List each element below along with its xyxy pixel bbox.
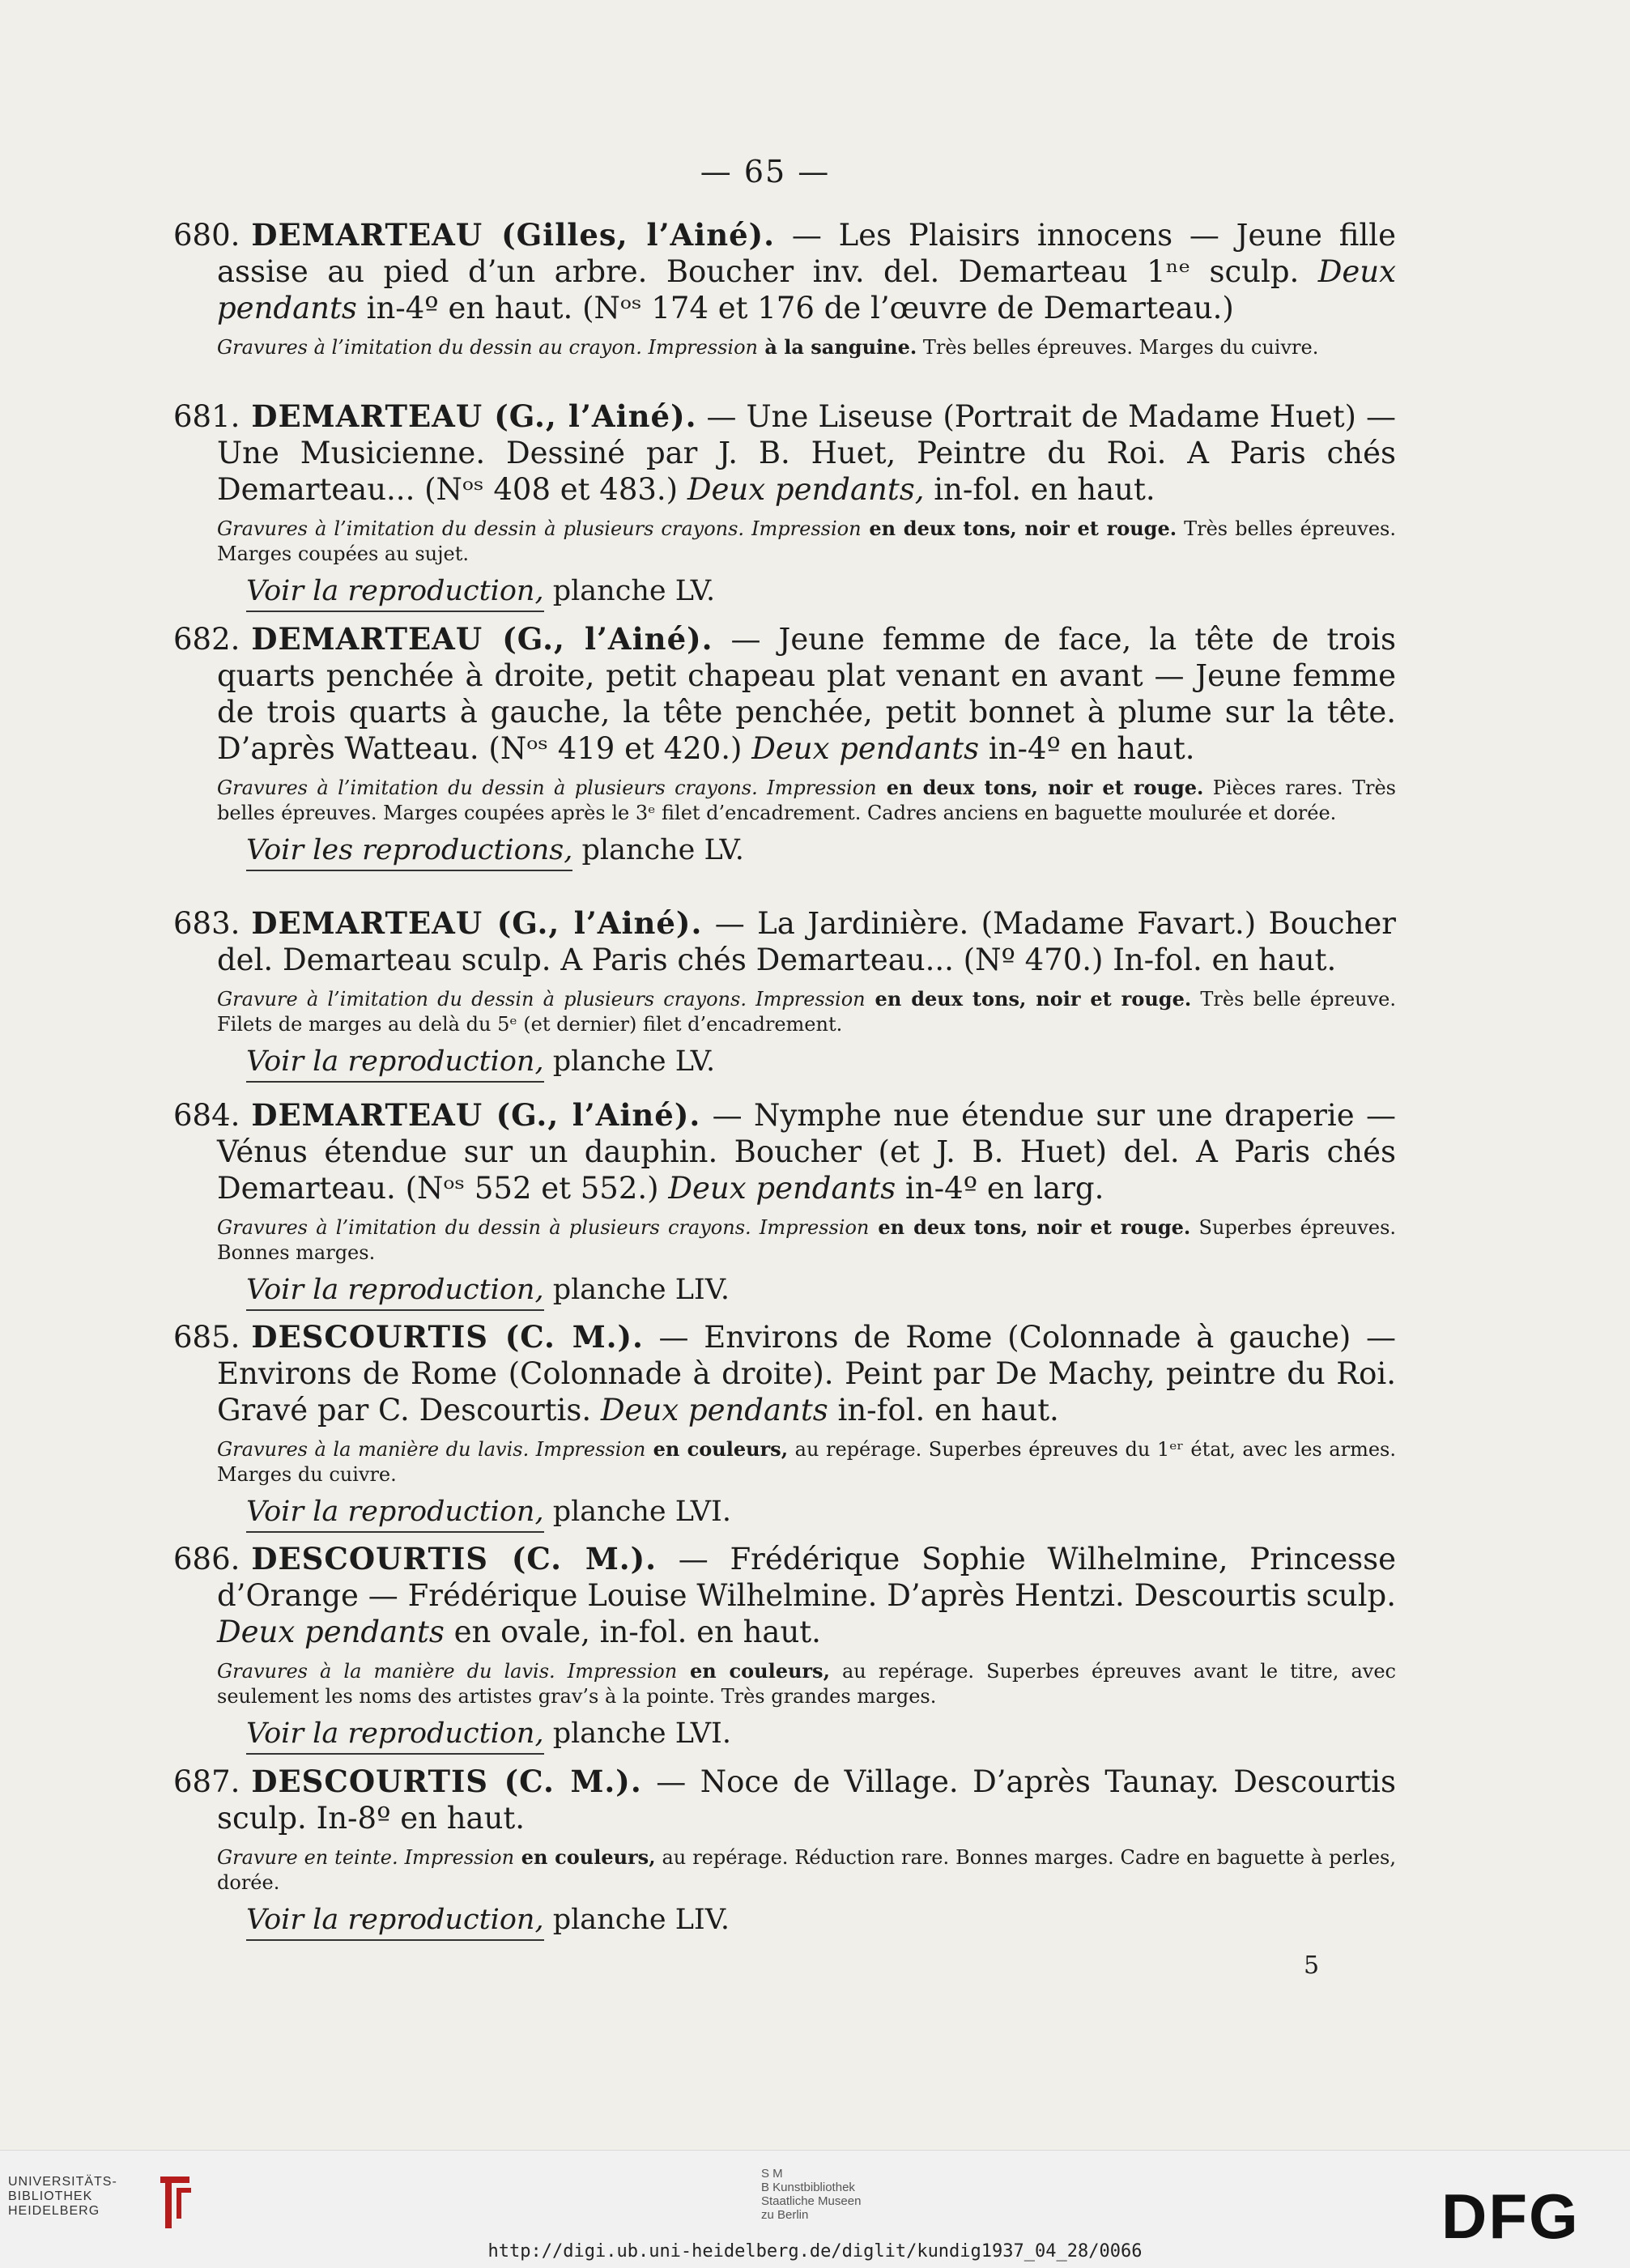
plate-ref: planche LV. — [572, 834, 744, 866]
artist-name: DEMARTEAU (G., l’Ainé). — [251, 905, 703, 941]
catalog-entry — [173, 905, 1396, 1079]
note-rest: au repérage. Réduction rare. Bonnes marges. Cadre en baguette à perles, dorée. — [217, 1846, 1396, 1894]
note-bold: en couleurs, — [645, 1437, 789, 1461]
catalog-entry — [173, 217, 1396, 360]
entry-italic: Deux pendants — [668, 1171, 896, 1206]
entry-heading — [173, 1764, 1396, 1836]
reproduction-ref — [173, 573, 1396, 609]
reproduction-ref — [173, 1272, 1396, 1308]
entry-italic: Deux pendants — [600, 1393, 828, 1428]
folio-number: 5 — [1304, 1951, 1320, 1980]
entry-note — [173, 1658, 1396, 1709]
catalog-entry — [173, 1541, 1396, 1751]
entry-text-2: in-4º en haut. (Nᵒˢ 174 et 176 de l’œuvre de Demarteau.) — [356, 291, 1234, 326]
note-bold: en deux tons, noir et rouge. — [861, 517, 1177, 540]
entry-heading — [173, 905, 1396, 978]
artist-name: DEMARTEAU (G., l’Ainé). — [251, 1097, 701, 1133]
entry-note — [173, 775, 1396, 826]
catalog-entry — [173, 1097, 1396, 1308]
entry-text-2: in-fol. en haut. — [828, 1393, 1059, 1428]
entry-note — [173, 334, 1396, 360]
reproduction-link[interactable]: Voir la reproduction, — [246, 575, 544, 612]
note-rest: Très belles épreuves. Marges du cuivre. — [917, 336, 1319, 359]
reproduction-link[interactable]: Voir la reproduction, — [246, 1496, 544, 1533]
viewer-footer — [0, 2150, 1630, 2268]
artist-name: DEMARTEAU (Gilles, l’Ainé). — [251, 217, 776, 253]
artist-name: DESCOURTIS (C. M.). — [251, 1764, 642, 1799]
note-bold: en deux tons, noir et rouge. — [876, 776, 1204, 799]
catalog-entry — [173, 1319, 1396, 1530]
page-number: — 65 — — [700, 154, 831, 189]
entry-text: — Noce de Village. D’après Taunay. Descourtis sculp. In-8º en haut. — [217, 1764, 1396, 1836]
logo-line: HEIDELBERG — [8, 2204, 100, 2218]
artist-name: DEMARTEAU (G., l’Ainé). — [251, 398, 697, 434]
entry-note — [173, 1436, 1396, 1487]
catalog-entry — [173, 1764, 1396, 1938]
entry-text-2: in-4º en larg. — [896, 1171, 1104, 1206]
entry-italic: Deux pendants — [217, 254, 1396, 326]
plate-ref: planche LIV. — [543, 1274, 730, 1306]
dfg-logo[interactable]: DFG — [1441, 2181, 1580, 2252]
entry-text: — Jeune femme de face, la tête de trois quarts penchée à droite, petit chapeau plat venant en avant — Jeune femme de trois quarts à gauche, la tête penchée, petit bonnet à plume sur la tête. D’après Watteau. (Nᵒˢ 419 et 420.) — [217, 622, 1396, 766]
entry-heading — [173, 621, 1396, 767]
note-italic: Gravures à l’imitation du dessin à plusieurs crayons. Impression — [217, 777, 877, 799]
note-italic: Gravures à la manière du lavis. Impression — [217, 1438, 646, 1461]
note-rest: Pièces rares. Très belles épreuves. Marges coupées après le 3ᵉ filet d’encadrement. Cadres anciens en baguette moulurée et dorée. — [217, 777, 1397, 824]
credit-line: B Kunstbibliothek — [761, 2181, 855, 2194]
catalog-entry — [173, 621, 1396, 868]
reproduction-link[interactable]: Voir la reproduction, — [246, 1045, 544, 1083]
plate-ref: planche LVI. — [543, 1717, 732, 1750]
entry-heading — [173, 1541, 1396, 1650]
note-italic: Gravure à l’imitation du dessin à plusieurs crayons. Impression — [217, 988, 866, 1011]
note-italic: Gravure en teinte. Impression — [217, 1846, 515, 1869]
note-rest: Très belles épreuves. Marges coupées au sujet. — [217, 517, 1397, 565]
note-bold: en couleurs, — [677, 1659, 830, 1683]
note-italic: Gravures à l’imitation du dessin à plusieurs crayons. Impression — [217, 1216, 870, 1239]
entry-text: — La Jardinière. (Madame Favart.) Boucher del. Demarteau sculp. A Paris chés Demarteau... (Nº 470.) In-fol. en haut. — [217, 906, 1396, 977]
plate-ref: planche LV. — [543, 575, 716, 607]
note-bold: en deux tons, noir et rouge. — [865, 987, 1192, 1011]
entry-number: 682. — [173, 622, 240, 657]
library-emblem-icon — [152, 2170, 198, 2235]
entry-italic: Deux pendants — [751, 731, 980, 766]
entry-text-2: en ovale, in-fol. en haut. — [444, 1615, 821, 1649]
plate-ref: planche LV. — [543, 1045, 716, 1078]
page-url[interactable]: http://digi.ub.uni-heidelberg.de/diglit/kundig1937_04_28/0066 — [487, 2241, 1143, 2262]
entry-number: 683. — [173, 906, 240, 941]
plate-ref: planche LIV. — [543, 1904, 730, 1936]
note-rest: Superbes épreuves. Bonnes marges. — [217, 1216, 1397, 1264]
plate-ref: planche LVI. — [543, 1496, 732, 1528]
entry-text: — Nymphe nue étendue sur une draperie — Vénus étendue sur un dauphin. Boucher (et J. B. Huet) del. A Paris chés Demarteau. (Nᵒˢ 552 et 552.) — [217, 1098, 1396, 1206]
entry-text: — Les Plaisirs innocens — Jeune fille assise au pied d’un arbre. Boucher inv. del. Demarteau 1ⁿᵉ sculp. — [217, 218, 1396, 289]
catalog-entry — [173, 398, 1396, 609]
reproduction-link[interactable]: Voir la reproduction, — [246, 1904, 544, 1941]
logo-line: UNIVERSITÄTS- — [8, 2175, 117, 2189]
credit-line: S M — [761, 2167, 783, 2181]
entry-text: — Environs de Rome (Colonnade à gauche) — Environs de Rome (Colonnade à droite). Peint par De Machy, peintre du Roi. Gravé par C. Descourtis. — [217, 1320, 1396, 1428]
entry-italic: Deux pendants, — [687, 472, 925, 507]
entry-text-2: in-4º en haut. — [979, 731, 1195, 766]
reproduction-ref — [173, 1902, 1396, 1938]
entry-heading — [173, 217, 1396, 326]
reproduction-ref — [173, 1044, 1396, 1079]
entry-note — [173, 1215, 1396, 1266]
reproduction-link[interactable]: Voir la reproduction, — [246, 1274, 544, 1311]
credit-line: Staatliche Museen — [761, 2194, 862, 2208]
entry-italic: Deux pendants — [217, 1615, 445, 1649]
note-bold: à la sanguine. — [758, 335, 917, 359]
kunstbibliothek-credit — [761, 2167, 861, 2222]
artist-name: DESCOURTIS (C. M.). — [251, 1541, 658, 1577]
artist-name: DEMARTEAU (G., l’Ainé). — [251, 621, 713, 657]
artist-name: DESCOURTIS (C. M.). — [251, 1319, 644, 1355]
entry-number: 681. — [173, 399, 240, 434]
university-library-logo[interactable] — [8, 2175, 117, 2219]
entry-number: 685. — [173, 1320, 240, 1355]
reproduction-link[interactable]: Voir la reproduction, — [246, 1717, 544, 1755]
note-rest: au repérage. Superbes épreuves avant le titre, avec seulement les noms des artistes grav’s à la pointe. Très grandes marges. — [217, 1660, 1396, 1708]
entry-number: 686. — [173, 1542, 240, 1577]
entry-note — [173, 1845, 1396, 1896]
entry-heading — [173, 1319, 1396, 1428]
note-bold: en deux tons, noir et rouge. — [869, 1215, 1191, 1239]
note-italic: Gravures à l’imitation du dessin au crayon. Impression — [217, 336, 758, 359]
note-rest: Très belle épreuve. Filets de marges au delà du 5ᵉ (et dernier) filet d’encadrement. — [217, 988, 1396, 1036]
entry-heading — [173, 398, 1396, 508]
entry-text: — Une Liseuse (Portrait de Madame Huet) — Une Musicienne. Dessiné par J. B. Huet, Peintre du Roi. A Paris chés Demarteau... (Nᵒˢ 408 et 483.) — [217, 399, 1396, 507]
entry-text: — Frédérique Sophie Wilhelmine, Princesse d’Orange — Frédérique Louise Wilhelmine. D’après Hentzi. Descourtis sculp. — [217, 1542, 1396, 1613]
logo-line: BIBLIOTHEK — [8, 2189, 93, 2203]
entry-note — [173, 516, 1396, 567]
entry-note — [173, 986, 1396, 1037]
entry-number: 680. — [173, 218, 240, 253]
reproduction-ref — [173, 1494, 1396, 1530]
entry-text-2: in-fol. en haut. — [924, 472, 1155, 507]
entry-number: 684. — [173, 1098, 240, 1133]
reproduction-ref — [173, 1716, 1396, 1751]
reproduction-link[interactable]: Voir les reproductions, — [246, 834, 572, 871]
note-rest: au repérage. Superbes épreuves du 1ᵉʳ état, avec les armes. Marges du cuivre. — [217, 1438, 1396, 1486]
note-italic: Gravures à la manière du lavis. Impression — [217, 1660, 678, 1683]
reproduction-ref — [173, 832, 1396, 868]
entry-number: 687. — [173, 1764, 240, 1799]
note-italic: Gravures à l’imitation du dessin à plusieurs crayons. Impression — [217, 517, 862, 540]
entry-heading — [173, 1097, 1396, 1206]
credit-line: zu Berlin — [761, 2208, 809, 2222]
note-bold: en couleurs, — [514, 1845, 656, 1869]
